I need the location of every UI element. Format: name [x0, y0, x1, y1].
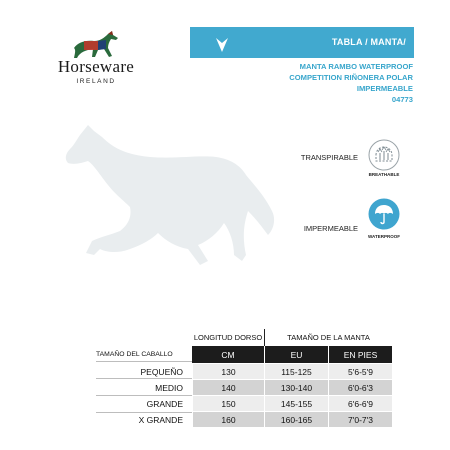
- eu-value: 160-165: [264, 411, 328, 427]
- cm-value: 140: [192, 379, 264, 395]
- size-label: GRANDE: [96, 395, 192, 411]
- feet-value: 5'6-5'9: [328, 363, 392, 379]
- horse-logo-icon: [68, 28, 126, 60]
- row-header-horse-size: TAMAÑO DEL CABALLO: [96, 346, 192, 363]
- eu-value: 130-140: [264, 379, 328, 395]
- column-header-eu: EU: [264, 346, 328, 363]
- product-description: [250, 61, 413, 105]
- chevron-down-icon: [215, 37, 229, 53]
- product-line: COMPETITION RIÑONERA POLAR: [289, 73, 413, 82]
- table-row: [96, 363, 392, 379]
- umbrella-icon: [367, 197, 401, 231]
- feature-caption-waterproof: WATERPROOF: [368, 234, 400, 239]
- breathable-icon: [367, 138, 401, 172]
- table-row: [96, 379, 392, 395]
- brand-subtitle: IRELAND: [76, 78, 116, 85]
- feet-value: 6'6-6'9: [328, 395, 392, 411]
- horse-silhouette-icon: [58, 115, 278, 275]
- feet-value: 7'0-7'3: [328, 411, 392, 427]
- row-divider: [96, 378, 192, 379]
- feature-label-waterproof: IMPERMEABLE: [303, 224, 358, 233]
- eu-value: 115-125: [264, 363, 328, 379]
- size-label: X GRANDE: [96, 411, 192, 427]
- cm-value: 130: [192, 363, 264, 379]
- size-label: MEDIO: [96, 379, 192, 395]
- brand-name: Horseware: [57, 57, 135, 76]
- column-header-feet: EN PIES: [328, 346, 392, 363]
- feature-caption-breathable: BREATHABLE: [368, 172, 400, 177]
- feet-value: 6'0-6'3: [328, 379, 392, 395]
- product-line: IMPERMEABLE: [356, 84, 413, 93]
- cm-value: 160: [192, 411, 264, 427]
- page-title: TABLA / MANTA/: [331, 37, 406, 47]
- eu-value: 145-155: [264, 395, 328, 411]
- cm-value: 150: [192, 395, 264, 411]
- size-label: PEQUEÑO: [96, 363, 192, 379]
- table-row: [96, 411, 392, 427]
- feature-label-breathable: TRANSPIRABLE: [300, 153, 358, 162]
- group-header-rug-size: TAMAÑO DE LA MANTA: [264, 329, 392, 346]
- row-divider: [96, 395, 192, 396]
- product-line: MANTA RAMBO WATERPROOF: [299, 62, 413, 71]
- row-divider: [96, 361, 192, 362]
- group-header-back-length: LONGITUD DORSO: [193, 333, 263, 342]
- column-header-cm: CM: [192, 346, 264, 363]
- product-code: 04773: [391, 95, 413, 104]
- row-divider: [96, 412, 192, 413]
- table-row: [96, 395, 392, 411]
